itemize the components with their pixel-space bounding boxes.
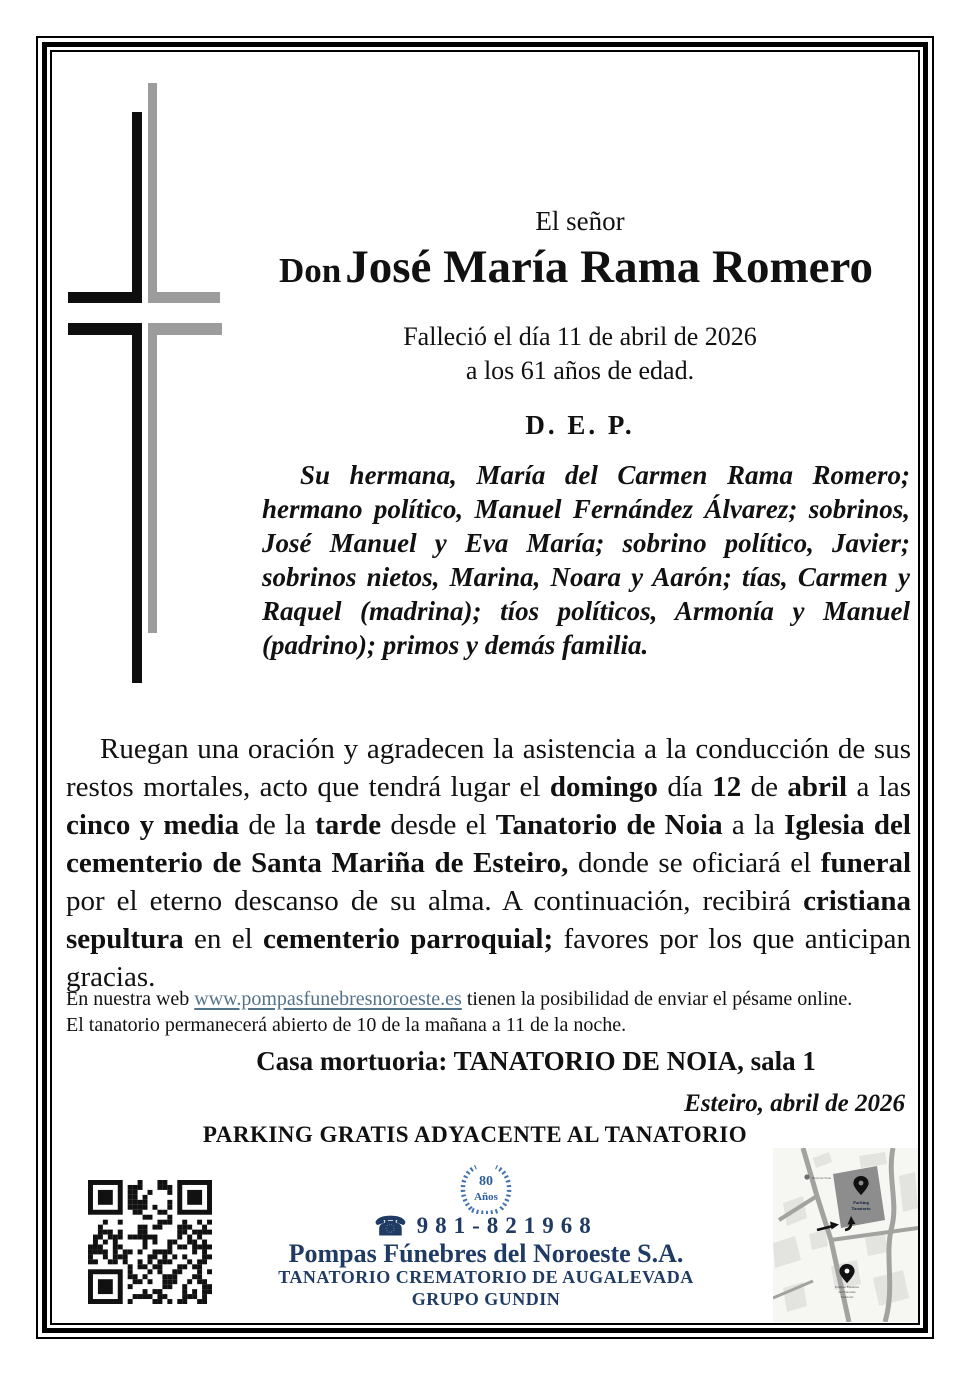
map-hotel-label: Hotel de Noia bbox=[812, 1176, 832, 1180]
group-name: GRUPO GUNDIN bbox=[411, 1289, 561, 1309]
condolences-link[interactable]: www.pompasfunebresnoroeste.es bbox=[194, 988, 462, 1010]
mortuary-line: Casa mortuoria: TANATORIO DE NOIA, sala 1 bbox=[256, 1046, 816, 1076]
cross-gray-vertical-top bbox=[148, 83, 157, 303]
opening-hours-line: El tanatorio permanecerá abierto de 10 de la mañana a 11 de la noche. bbox=[66, 1014, 627, 1036]
cross-gray-arm-lower bbox=[148, 323, 222, 335]
map-destination-label-1: Pompas Fúnebres bbox=[834, 1285, 860, 1289]
deceased-name: José María Rama Romero bbox=[345, 241, 873, 293]
phone-number: 981-821968 bbox=[416, 1213, 598, 1238]
cross-black-arm-lower bbox=[68, 323, 142, 335]
cross-black-arm-upper bbox=[68, 292, 142, 303]
facility-name: TANATORIO CREMATORIO DE AUGALEVADA bbox=[278, 1267, 694, 1287]
location-map bbox=[773, 1148, 918, 1322]
dep-line: D. E. P. bbox=[525, 410, 635, 440]
website-line: En nuestra web www.pompasfunebresnoroeste.es tienen la posibilidad de enviar el pésame online. bbox=[66, 988, 853, 1010]
map-parking-parcel bbox=[833, 1166, 885, 1228]
cross-gray-arm-upper bbox=[148, 292, 220, 303]
place-date-line: Esteiro, abril de 2026 bbox=[684, 1090, 905, 1117]
cross-black-vertical-top bbox=[132, 112, 142, 303]
deceased-name-line bbox=[240, 240, 912, 294]
family-paragraph: Su hermana, María del Carmen Rama Romero; hermano político, Manuel Fernández Álvarez; sobrinos, José Manuel y Eva María; sobrino político, Javier; sobrinos nietos, Marina, Noara y Aarón; tías, Carmen y Raquel (madrina); tíos políticos, Armonía y Manuel (padrino); primos y demás familia. bbox=[262, 460, 910, 660]
map-parking-label-2: Tanatorio bbox=[851, 1206, 871, 1211]
phone-icon: ☎ bbox=[374, 1212, 407, 1241]
map-hotel-icon bbox=[804, 1174, 809, 1179]
company-name: Pompas Fúnebres del Noroeste S.A. bbox=[288, 1239, 684, 1268]
badge-label: Años bbox=[474, 1191, 498, 1203]
cross-black-vertical-bottom bbox=[132, 323, 142, 683]
parking-notice: PARKING GRATIS ADYACENTE AL TANATORIO bbox=[202, 1122, 748, 1147]
map-destination-label-3: Tanatorio bbox=[840, 1295, 854, 1299]
badge-years: 80 bbox=[479, 1174, 493, 1189]
salutation: El señor bbox=[535, 206, 625, 236]
announcement-paragraph: Ruegan una oración y agradecen la asistencia a la conducción de sus restos mortales, acto que tendrá lugar el domingo día 12 de abril a las cinco y media de la tarde desde el Tanatorio de Noia a la Iglesia del cementerio de Santa Mariña de Esteiro, donde se oficiará el funeral por el eterno descanso de su alma. A continuación, recibirá cristiana sepultura en el cementerio parroquial; favores por los que anticipan gracias. bbox=[66, 733, 911, 993]
death-date-line: Falleció el día 11 de abril de 2026 bbox=[403, 322, 757, 351]
age-line: a los 61 años de edad. bbox=[465, 356, 695, 385]
map-destination-label-2: del Noroeste bbox=[838, 1290, 856, 1294]
laurel-wreath-icon bbox=[455, 1164, 517, 1214]
cross-gray-vertical-bottom bbox=[148, 323, 157, 633]
map-parking-label-1: Parking bbox=[853, 1200, 869, 1205]
honorific: Don bbox=[279, 251, 342, 290]
